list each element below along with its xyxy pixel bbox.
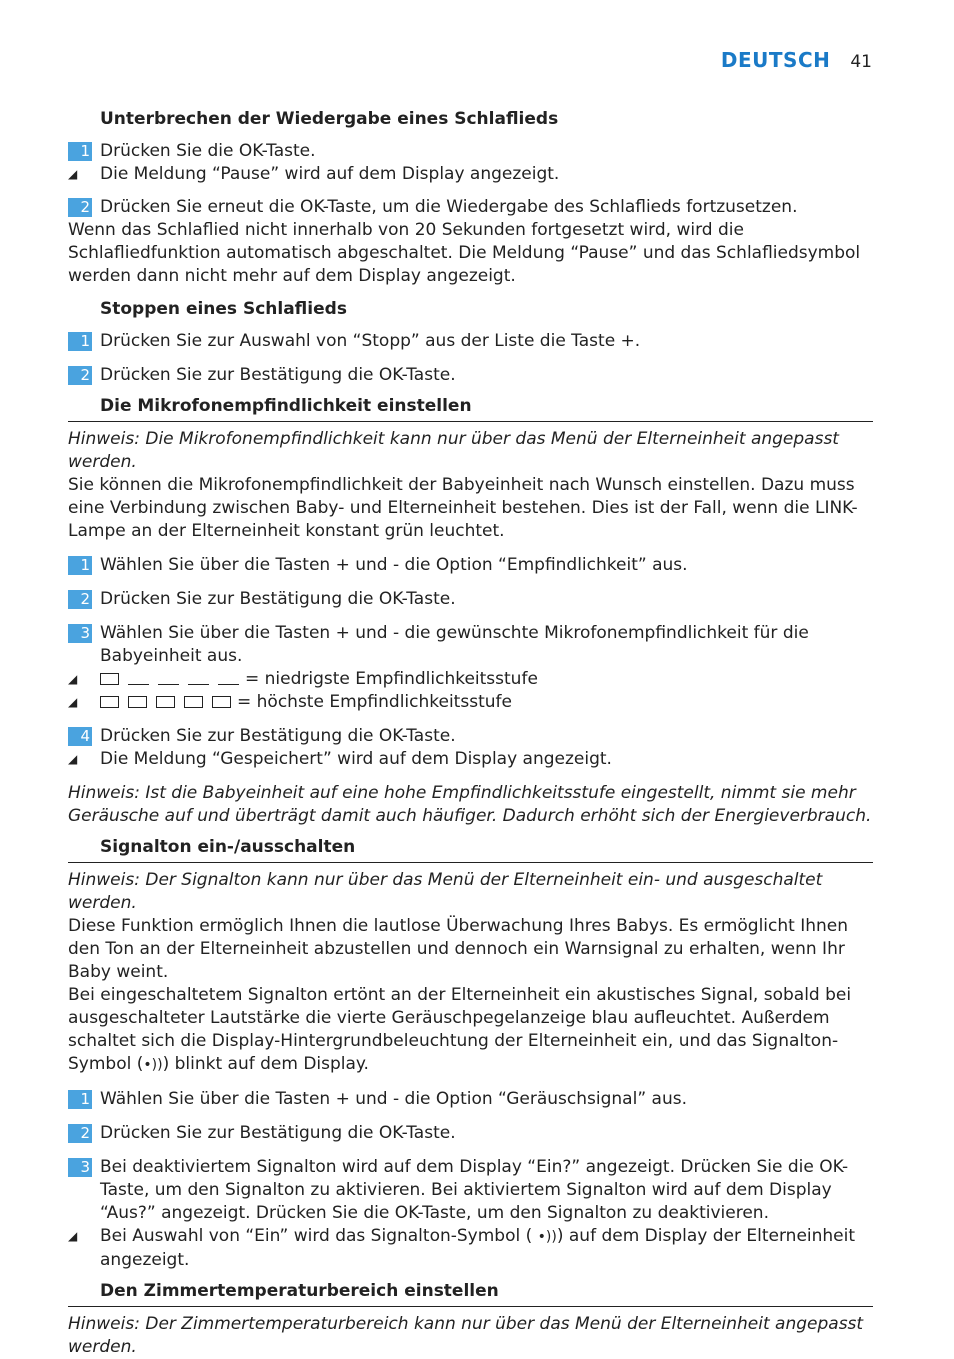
step-item	[68, 140, 873, 163]
step-number: 2	[68, 366, 92, 385]
step-text: Drücken Sie zur Bestätigung die OK-Taste.	[100, 589, 456, 609]
bullet-triangle-icon: ◢	[68, 672, 78, 686]
step-item	[68, 725, 873, 748]
step-item	[68, 364, 873, 387]
section-title-pause: Unterbrechen der Wiedergabe eines Schlaflieds	[100, 109, 559, 129]
step-text: Drücken Sie zur Bestätigung die OK-Taste.	[100, 1123, 456, 1143]
bullet-triangle-icon: ◢	[68, 167, 78, 181]
step-number: 2	[68, 590, 92, 609]
signal-tone-icon: •))	[537, 1229, 557, 1245]
paragraph: Wenn das Schlaflied nicht innerhalb von 20 Sekunden fortgesetzt wird, wird die Schlafliedfunktion automatisch abgeschaltet. Die Meldung “Pause” und das Schlafliedsymbol werden dann nicht mehr auf dem Display angezeigt.	[68, 220, 861, 286]
step-item	[68, 588, 873, 611]
note: Hinweis: Der Signalton kann nur über das Menü der Elterneinheit ein- und ausgeschaltet werden.	[68, 870, 823, 913]
paragraph: Sie können die Mikrofonempfindlichkeit der Babyeinheit nach Wunsch einstellen. Dazu muss eine Verbindung zwischen Baby- und Elterneinheit bestehen. Dies ist der Fall, wenn die LINK-Lampe an der Elterneinheit konstant grün leuchtet.	[68, 475, 858, 541]
step-number: 3	[68, 1158, 92, 1177]
result-item	[68, 691, 873, 714]
section-title-room-temperature: Den Zimmertemperaturbereich einstellen	[68, 1278, 873, 1307]
step-number: 2	[68, 1124, 92, 1143]
step-text: Drücken Sie zur Bestätigung die OK-Taste.	[100, 726, 456, 746]
note: Hinweis: Ist die Babyeinheit auf eine hohe Empfindlichkeitsstufe eingestellt, nimmt sie mehr Geräusche auf und überträgt damit auch häufiger. Dadurch erhöht sich der Energieverbrauch.	[68, 783, 872, 826]
step-number: 1	[68, 332, 92, 351]
sensitivity-high-text: = höchste Empfindlichkeitsstufe	[237, 692, 512, 712]
signal-tone-icon: •))	[143, 1057, 163, 1073]
section-title-microphone: Die Mikrofonempfindlichkeit einstellen	[68, 393, 873, 422]
section-title-stop: Stoppen eines Schlaflieds	[100, 299, 347, 319]
result-item	[68, 748, 873, 771]
step-text: Wählen Sie über die Tasten + und - die gewünschte Mikrofonempfindlichkeit für die Babyeinheit aus.	[100, 623, 809, 666]
step-text: Drücken Sie erneut die OK-Taste, um die Wiedergabe des Schlaflieds fortzusetzen.	[100, 197, 798, 217]
step-item	[68, 1088, 873, 1111]
note: Hinweis: Die Mikrofonempfindlichkeit kann nur über das Menü der Elterneinheit angepasst werden.	[68, 429, 839, 472]
step-item	[68, 1122, 873, 1145]
bullet-triangle-icon: ◢	[68, 695, 78, 709]
paragraph: Bei eingeschaltetem Signalton ertönt an der Elterneinheit ein akustisches Signal, sobald bei ausgeschalteter Lautstärke die vierte Geräuschpegelanzeige blau aufleuchtet. Außerdem schaltet sich die Display-Hintergrundbeleuchtung der Elterneinheit ein, und das Signalton-Symbol (•))) blinkt auf dem Display.	[68, 985, 852, 1074]
sensitivity-high-icon	[100, 696, 231, 708]
page-header	[721, 48, 872, 72]
sensitivity-low-icon	[100, 673, 239, 685]
step-text: Wählen Sie über die Tasten + und - die Option “Geräuschsignal” aus.	[100, 1089, 687, 1109]
step-number: 4	[68, 727, 92, 746]
step-item	[68, 330, 873, 353]
step-text: Bei deaktiviertem Signalton wird auf dem Display “Ein?” angezeigt. Drücken Sie die OK-Taste, um den Signalton zu aktivieren. Bei aktiviertem Signalton wird auf dem Display “Aus?” angezeigt. Drücken Sie die OK-Taste, um den Signalton zu deaktivieren.	[100, 1157, 849, 1223]
result-text: Die Meldung “Gespeichert” wird auf dem Display angezeigt.	[100, 749, 612, 769]
paragraph: Diese Funktion ermöglich Ihnen die lautlose Überwachung Ihres Babys. Es ermöglicht Ihnen den Ton an der Elterneinheit abzustellen und dennoch ein Warnsignal zu erhalten, wenn Ihr Baby weint.	[68, 916, 848, 982]
step-item	[68, 622, 873, 668]
step-text: Drücken Sie die OK-Taste.	[100, 141, 316, 161]
result-text: Die Meldung “Pause” wird auf dem Display angezeigt.	[100, 164, 560, 184]
bullet-triangle-icon: ◢	[68, 1229, 78, 1243]
step-number: 3	[68, 624, 92, 643]
result-item	[68, 668, 873, 691]
step-number: 1	[68, 1090, 92, 1109]
result-item: ◢ Bei Auswahl von “Ein” wird das Signalton-Symbol ( •))) auf dem Display der Elterneinheit angezeigt.	[68, 1226, 856, 1270]
step-item	[68, 196, 873, 219]
step-text: Drücken Sie zur Auswahl von “Stopp” aus der Liste die Taste +.	[100, 331, 641, 351]
step-text: Drücken Sie zur Bestätigung die OK-Taste.	[100, 365, 456, 385]
step-number: 2	[68, 198, 92, 217]
page-content	[68, 106, 873, 1359]
note: Hinweis: Der Zimmertemperaturbereich kann nur über das Menü der Elterneinheit angepasst werden.	[68, 1314, 864, 1357]
step-number: 1	[68, 556, 92, 575]
result-item	[68, 163, 873, 186]
sensitivity-low-text: = niedrigste Empfindlichkeitsstufe	[245, 669, 538, 689]
step-item	[68, 554, 873, 577]
step-text: Wählen Sie über die Tasten + und - die Option “Empfindlichkeit” aus.	[100, 555, 688, 575]
bullet-triangle-icon: ◢	[68, 752, 78, 766]
page-number: 41	[850, 52, 872, 72]
step-number: 1	[68, 142, 92, 161]
step-item	[68, 1156, 873, 1225]
language-label: DEUTSCH	[720, 48, 831, 72]
section-title-signal-tone: Signalton ein-/ausschalten	[68, 834, 873, 863]
